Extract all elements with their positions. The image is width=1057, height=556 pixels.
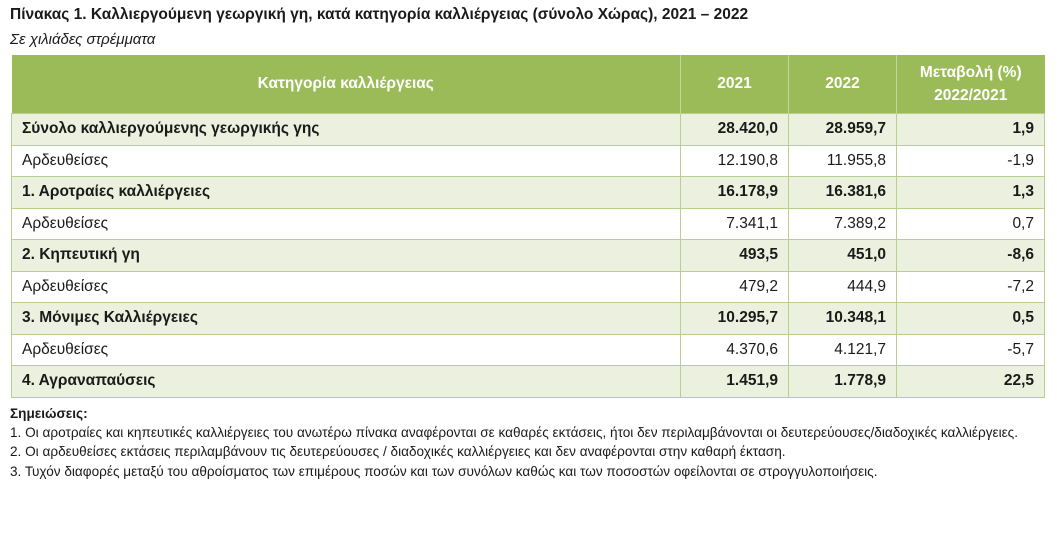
value-change: 1,3 (897, 177, 1045, 209)
value-2021: 16.178,9 (681, 177, 789, 209)
header-change (897, 55, 1045, 114)
value-change: -5,7 (897, 334, 1045, 366)
value-2021: 7.341,1 (681, 208, 789, 240)
table-subtitle: Σε χιλιάδες στρέμματα (10, 31, 156, 48)
value-change: -8,6 (897, 240, 1045, 272)
value-2022: 11.955,8 (789, 145, 897, 177)
value-2022: 28.959,7 (789, 114, 897, 146)
table-row (12, 177, 1045, 209)
header-row (12, 55, 1045, 114)
value-2021: 28.420,0 (681, 114, 789, 146)
row-label: 1. Αροτραίες καλλιέργειες (12, 177, 681, 209)
value-change: -7,2 (897, 271, 1045, 303)
row-label: 2. Κηπευτική γη (12, 240, 681, 272)
row-label: Αρδευθείσες (12, 145, 681, 177)
notes-title: Σημειώσεις: (10, 406, 88, 421)
value-2022: 451,0 (789, 240, 897, 272)
notes-section (10, 404, 1042, 481)
table-row (12, 303, 1045, 335)
table-row (12, 366, 1045, 398)
value-2021: 1.451,9 (681, 366, 789, 398)
row-label: 3. Μόνιμες Καλλιέργειες (12, 303, 681, 335)
row-label: 4. Αγραναπαύσεις (12, 366, 681, 398)
value-2022: 1.778,9 (789, 366, 897, 398)
table-row (12, 334, 1045, 366)
row-label: Αρδευθείσες (12, 271, 681, 303)
value-change: -1,9 (897, 145, 1045, 177)
note-item: 1. Οι αροτραίες και κηπευτικές καλλιέργειες του ανωτέρω πίνακα αναφέρονται σε καθαρές εκτάσεις, ήτοι δεν περιλαμβάνονται οι δευτερεύουσες/διαδοχικές καλλιέργειες. (10, 425, 1018, 441)
value-2022: 444,9 (789, 271, 897, 303)
note-item: 3. Τυχόν διαφορές μεταξύ του αθροίσματος των επιμέρους ποσών και των συνόλων καθώς και των ποσοστών οφείλονται σε στρογγυλοποιήσεις. (10, 463, 878, 479)
value-2022: 7.389,2 (789, 208, 897, 240)
value-change: 22,5 (897, 366, 1045, 398)
row-label: Αρδευθείσες (12, 208, 681, 240)
note-item: 2. Οι αρδευθείσες εκτάσεις περιλαμβάνουν τις δευτερεύουσες / διαδοχικές καλλιέργειες και δεν αναφέρονται στην καθαρή έκταση. (10, 444, 786, 460)
header-category: Κατηγορία καλλιέργειας (12, 55, 681, 114)
value-2022: 4.121,7 (789, 334, 897, 366)
value-2022: 10.348,1 (789, 303, 897, 335)
value-change: 0,5 (897, 303, 1045, 335)
header-2022: 2022 (789, 55, 897, 114)
value-2021: 12.190,8 (681, 145, 789, 177)
table-row (12, 208, 1045, 240)
row-label: Σύνολο καλλιεργούμενης γεωργικής γης (12, 114, 681, 146)
value-2022: 16.381,6 (789, 177, 897, 209)
table-row (12, 114, 1045, 146)
value-2021: 493,5 (681, 240, 789, 272)
value-change: 0,7 (897, 208, 1045, 240)
value-2021: 479,2 (681, 271, 789, 303)
row-label: Αρδευθείσες (12, 334, 681, 366)
header-change-line2: 2022/2021 (934, 87, 1008, 104)
table-row (12, 240, 1045, 272)
value-2021: 4.370,6 (681, 334, 789, 366)
header-2021: 2021 (681, 55, 789, 114)
table-row (12, 145, 1045, 177)
value-2021: 10.295,7 (681, 303, 789, 335)
header-change-line1: Μεταβολή (%) (919, 64, 1022, 81)
data-table (11, 55, 1045, 398)
table-row (12, 271, 1045, 303)
table-title: Πίνακας 1. Καλλιεργούμενη γεωργική γη, κατά κατηγορία καλλιέργειας (σύνολο Χώρας), 2021 – 2022 (10, 6, 749, 23)
value-change: 1,9 (897, 114, 1045, 146)
